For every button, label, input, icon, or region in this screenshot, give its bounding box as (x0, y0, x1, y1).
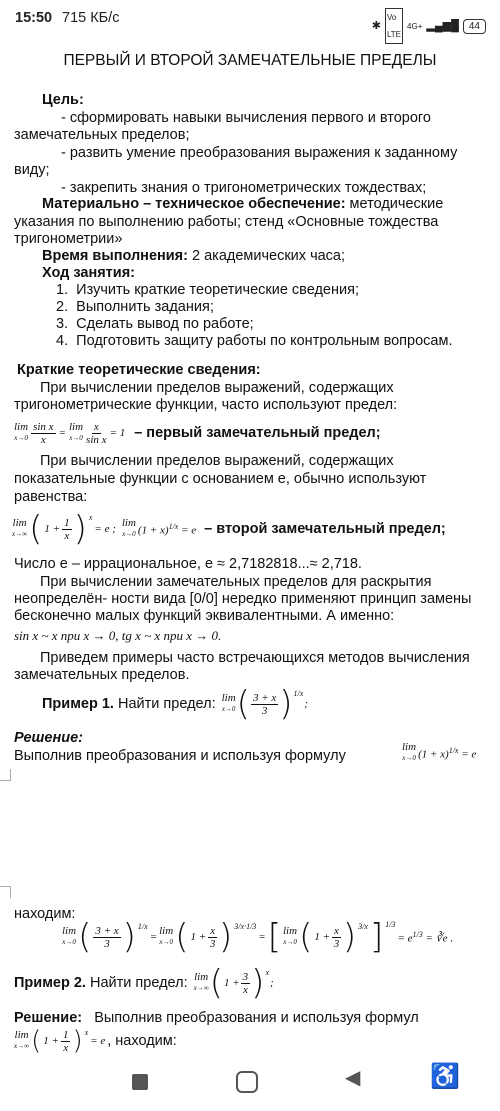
theory-p1a: При вычислении пределов выражений, содержащих (40, 380, 394, 396)
theory-p3a: При вычислении замечательных пределов для раскрытия (40, 574, 432, 590)
time-label: Время выполнения: (42, 248, 188, 264)
solution-2-text: Выполнив преобразования и используя формул (94, 1010, 419, 1026)
equipment-text-2: указания по выполнению работы; стенд «Основные тождества (14, 214, 439, 230)
goal-item-2b: виду; (14, 162, 50, 178)
lim-symbol-2: lim x→0 (68, 421, 84, 442)
goal-item-1b: замечательных пределов; (14, 127, 190, 143)
solution-2-label: Решение: (14, 1010, 83, 1026)
page-corner-bottom (0, 769, 11, 781)
lesson-step-4: 4. Подготовить защиту работы по контрольным вопросам. (56, 333, 453, 349)
solution-2-found: , находим: (107, 1032, 177, 1049)
lesson-step-2: 2. Выполнить задания; (56, 299, 214, 315)
example-1-text: Найти предел: (113, 695, 216, 712)
solution-text: Выполнив преобразования и используя формулу (14, 748, 346, 764)
example-2-text: Найти предел: (85, 974, 188, 991)
solution-found: находим: (14, 906, 76, 922)
lim-symbol-3: lim x→∞ (12, 517, 28, 538)
lim-symbol: lim x→0 (14, 421, 29, 442)
lesson-step-3: 3. Сделать вывод по работе; (56, 316, 254, 332)
document[interactable] (0, 34, 500, 1056)
theory-p3c: бесконечно малых функций эквивалентными. А именно: (14, 608, 395, 624)
equivalence-text: sin x ~ x при x → 0, tg x ~ x при x → 0. (14, 628, 222, 643)
theory-p2c: равенства: (14, 489, 88, 505)
page-title: ПЕРВЫЙ И ВТОРОЙ ЗАМЕЧАТЕЛЬНЫЕ ПРЕДЕЛЫ (63, 52, 437, 69)
theory-p2b: показательные функции с основанием e, обычно используют (14, 471, 427, 487)
status-time: 15:50 (15, 10, 53, 26)
number-e-text: Число e – иррациональное, e ≈ 2,7182818...≈ 2,718. (14, 556, 362, 572)
time-text: 2 академических часа; (187, 248, 346, 264)
bluetooth-icon: ✱ (371, 19, 381, 32)
theory-p2a: При вычислении пределов выражений, содержащих (40, 453, 394, 469)
example-1-label: Пример 1. (42, 695, 114, 712)
example-2-label: Пример 2. (14, 974, 86, 991)
status-net-speed: 715 КБ/с (62, 10, 120, 26)
home-button[interactable] (236, 1071, 258, 1093)
lim-symbol-4: lim x→0 (121, 517, 136, 538)
fraction-x-sinx: $\frac{x}{\text{sin x}}$ (86, 420, 107, 446)
signal-icon: ▂▄▆█ (426, 19, 459, 32)
equipment-text-3: тригонометрии» (14, 231, 123, 247)
goal-label: Цель: (42, 92, 84, 108)
example-2 (14, 963, 274, 1003)
back-button[interactable]: ◀ (345, 1067, 361, 1089)
goal-item-1: - сформировать навыки вычисления первого и второго (61, 110, 431, 126)
solution-2-line (14, 1010, 419, 1027)
goal-item-3: - закрепить знания о тригонометрических тождествах; (61, 180, 427, 196)
theory-p1b: тригонометрические функции, часто используют предел: (14, 397, 398, 413)
theory-label: Краткие теоретические сведения: (17, 362, 261, 378)
goal-item-2: - развить умение преобразования выражения к заданному (61, 145, 458, 161)
page-corner-top (0, 886, 11, 898)
accessibility-icon[interactable]: ♿ (430, 1063, 460, 1090)
first-limit-formula: lim x→0 $\frac{\text{sin x}}{x}$ = lim x→0 $\frac{x}{\text{sin x}}$ = 1 – первый замечательный предел; (14, 420, 381, 446)
second-limit-label: – второй замечательный предел; (204, 520, 446, 537)
example-2-formula: lim x→∞ ( 1 + $\frac{3}{x}$ ) x ; (193, 963, 274, 1003)
theory-p4a: Приведем примеры часто встречающихся методов вычисления (40, 650, 470, 666)
time-line (42, 248, 345, 265)
solution-label: Решение: (14, 730, 84, 746)
fraction-sinx-x: $\frac{\text{sin x}}{x}$ (33, 420, 54, 446)
battery-icon: 44 (463, 19, 486, 34)
status-bar (0, 0, 500, 39)
navigation-bar (0, 1056, 500, 1111)
theory-p3b: неопределён- ности вида [0/0] нередко применяют принцип замены (14, 591, 472, 607)
equipment-text-1: методические (345, 196, 444, 212)
recent-apps-button[interactable] (132, 1074, 148, 1090)
solution-2-formula: lim x→∞ ( 1 + $\frac{1}{x}$ ) x = e , находим: (14, 1026, 177, 1056)
first-limit-label: – первый замечательный предел; (134, 424, 381, 441)
second-limit-formula: lim x→∞ ( 1 + $\frac{1}{x}$ ) x = e ; lim x→0 $(1 + x)^{1/x} = e$ – второй замечательный предел; (12, 509, 446, 549)
theory-p4b: замечательных пределов. (14, 667, 190, 683)
solution-equation: lim x→0 ( $\frac{3 + x}{3}$ ) 1/x = lim x→0 ( 1 + $\frac{x}{3}$ ) 3/x·1/3 = [ lim x→0 ( 1 + $\frac{x}{3}$ ) 3/x ] 1/3 = $e^{1/3}$ = ∛e . (62, 917, 454, 957)
lesson-label: Ход занятия: (42, 265, 135, 281)
volte-icon: Vo LTE (385, 8, 403, 44)
lesson-step-1: 1. Изучить краткие теоретические сведения; (56, 282, 359, 298)
example-1-formula: lim x→0 ( $\frac{3 + x}{3}$ ) 1/x ; (221, 684, 308, 724)
equipment-label: Материально – техническое обеспечение: (42, 196, 346, 212)
equipment-line (42, 196, 443, 213)
signal-label: 4G+ (407, 21, 423, 31)
example-1 (42, 684, 308, 724)
fraction-1-x: $\frac{1}{x}$ (64, 516, 70, 542)
solution-formula: lim x→0 $(1 + x)^{1/x} = e$ (402, 741, 477, 762)
